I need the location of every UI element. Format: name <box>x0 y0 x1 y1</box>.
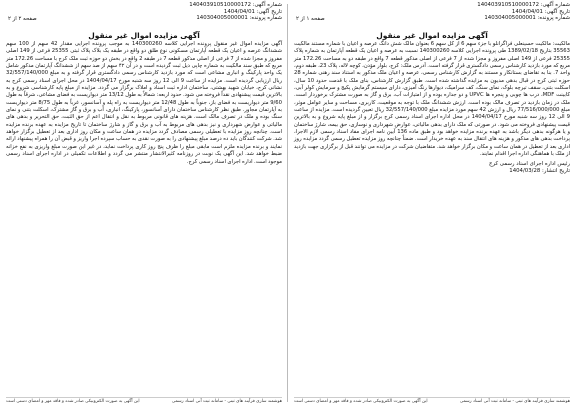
document-page-1 <box>290 0 574 406</box>
signature-title: رئیس اداره اجرای اسناد رسمی کرج <box>489 160 570 167</box>
notice-meta <box>477 2 570 22</box>
page-footer <box>6 397 282 404</box>
notice-meta <box>189 2 282 22</box>
notice-number: شماره آگهی: 140403910510000172 <box>477 2 570 8</box>
footer-left-text: هوشمند سازی فرآیند های ثبتی - سامانه ثبت آنی اسناد رسمی <box>459 398 570 404</box>
footer-left-text: هوشمند سازی فرآیند های ثبتی - سامانه ثبت آنی اسناد رسمی <box>171 398 282 404</box>
page-divider <box>287 4 288 402</box>
notice-date: تاریخ آگهی: 1404/04/01 <box>511 8 570 15</box>
footer-right-text: این آگهی به صورت الکترونیکی صادر شده و فاقد مهر و امضای دستی است <box>6 398 140 404</box>
page-header <box>6 2 282 30</box>
notice-body: آگهی مزایده اموال غیر منقول پرونده اجرایی کلاسه 140300260 به موجب پرونده اجرایی مقدار 42 سهم از 100 سهم ششدانگ عرصه و اعیان یک قطعه آپارتمان مسکونی نوع طلق دو واقع در طبقه یک بلاک پلاک ثبتی 25355 فرعی از 149 اصلی مفروز و مجزا شده از 7 فرعی از اصلی مذکور قطعه 7 در طبقه 2 واقع در بخش دو حوزه ثبت ملک کرج با مساحت 172.26 متر مربع که طبق سند مالکیت به شماره چاپی ذیل ثبت گردیده است و در آن ۴۲ سهم از صد سهم از ششدانگ آپارتمان مذکور شامل یک واحد پارکینگ و انباری مشاعی است که مورد بازدید کارشناس رسمی دادگستری قرار گرفته و به مبلغ 32/557/140/000 ریال ارزیابی گردیده است. مزایده از ساعت 9 الی 12 روز سه شنبه مورخ 1404/04/17 در محل اجرای اسناد رسمی کرج به نشانی کرج، خیابان شهید بهشتی، ساختمان اداره ثبت اسناد و املاک برگزار می گردد. مزایده از مبلغ پایه کارشناسی شروع و به بالاترین قیمت پیشنهادی نقداً فروخته می شود. حدود اربعه: شمالاً به طول 13/12 متر دیواریست به فضای مشاعی، شرقاً به طول 9/60 متر دیواریست به فضای باز، جنوباً به طول 12/48 متر دیواریست به راه پله و آسانسور، غرباً به طول 8/75 متر دیواریست به آپارتمان مجاور. طبق نظر کارشناس ساختمان دارای آسانسور، پارکینگ، انباری، آب و برق و گاز مشترک، اسکلت بتنی و نمای سنگ بوده و ملک در تصرف مالک است. هزینه های قانونی مربوط به نقل و انتقال اعم از حق الثبت، حق التحریر و بدهی های مالیاتی و عوارض شهرداری و نیز بدهی های مربوط به آب و برق و گاز و شارژ ساختمان تا تاریخ مزایده به عهده برنده مزایده است. چنانچه روز مزایده با تعطیلی رسمی مصادف گردد مزایده در همان ساعت و مکان روز اداری بعد از تعطیل برگزار خواهد شد. شرکت کنندگان باید ده درصد مبلغ پیشنهادی را به صورت نقدی به حساب سپرده اجرا واریز و قبض آن را همراه پیشنهاد ارائه نمایند و برنده مزایده ملزم است مابقی مبلغ را ظرف پنج روز کاری پرداخت نماید، در غیر این صورت مبلغ واریزی به نفع خزانه ضبط خواهد شد. این آگهی یک نوبت در روزنامه کثیرالانتشار منتشر می گردد و اطلاعات تکمیلی در اداره اجرای اسناد رسمی موجود است. اداره اجرای اسناد رسمی کرج. <box>6 41 283 165</box>
file-number: شماره پرونده: 140304005000001 <box>484 15 570 22</box>
file-number: شماره پرونده: 140304005000001 <box>196 15 282 22</box>
page-header <box>294 2 570 30</box>
page-footer <box>294 397 570 404</box>
page-number: صفحه ۱ از ۲ <box>296 16 325 22</box>
notice-body: مالکیت: مالکیت حسینعلی فراگرانلو با جزء سهم 6 از کل سهم 6 بعنوان مالک شش دانگ عرصه و اعیان با شماره مستند مالکیت 35563 بتاریخ 1389/02/18 طی پرونده اجرایی کلاسه 140300260 نسبت به عرصه و اعیان یک قطعه آپارتمان به شماره پلاک 25355 فرعی از 149 اصلی مفروز و مجزا شده از 7 فرعی از اصلی مذکور قطعه 7 واقع در طبقه دو به مساحت 172.26 متر مربع که مورد بازدید کارشناس رسمی دادگستری قرار گرفته است. آدرس ملک: کرج، بلوار مؤذن، کوچه لاله، پلاک 23، طبقه دوم، واحد 7. بنا به تقاضای بستانکار و مستند به گزارش کارشناس رسمی، عرصه و اعیان ملک مذکور به استناد سند رهنی شماره 28 حوزه ثبتی کرج در قبال بدهی مدیون به مزایده گذاشته شده است. طبق گزارش کارشناس، بنای ملک با قدمت حدود 10 سال، اسکلت بتنی، سقف تیرچه بلوک، نمای سنگ، کف سرامیک، دیوارها رنگ آمیزی، دارای سیستم گرمایش پکیج و سرمایش کولر آبی، کابینت MDF، درب ها چوبی و پنجره ها UPVC و دو جداره بوده و از امتیازات آب، برق و گاز به صورت مشترک برخوردار است. ملک در زمان بازدید در تصرف مالک بوده است. ارزش ششدانگ ملک با توجه به موقعیت، کاربری، مساحت و سایر عوامل موثر، مبلغ 77/516/000/000 ریال و ارزش 42 سهم مورد مزایده مبلغ 32/557/140/000 ریال تعیین گردیده است. مزایده از ساعت 9 الی 12 روز سه شنبه مورخ 1404/04/17 در محل اداره اجرای اسناد رسمی کرج برگزار و از مبلغ پایه شروع و به بالاترین قیمت پیشنهادی فروخته می شود. در صورتی که ملک دارای بدهی مالیاتی، عوارض شهرداری و نوسازی، حق بیمه، شارژ ساختمان و یا هرگونه بدهی دیگر باشد به عهده برنده مزایده خواهد بود و طبق ماده 136 آیین نامه اجرای مفاد اسناد رسمی لازم الاجرا، پرداخت بدهی های مذکور و هزینه های انتقال سند به عهده خریدار است. ضمناً چنانچه روز مزایده تعطیل رسمی گردد مزایده روز اداری بعد از تعطیل در همان ساعت و مکان برگزار خواهد شد. متقاضیان شرکت در مزایده می توانند قبل از برگزاری جهت بازدید از ملک با هماهنگی اداره اجرا اقدام نمایند. <box>294 41 571 158</box>
notice-title: آگهی مزایده اموال غیر منقول <box>88 31 200 40</box>
signature-block <box>294 161 570 175</box>
page-number: صفحه ۲ از ۲ <box>8 16 37 22</box>
document-page-2 <box>2 0 286 406</box>
notice-date: تاریخ آگهی: 1404/04/01 <box>223 8 282 15</box>
notice-number: شماره آگهی: 140403910510000172 <box>189 2 282 8</box>
publish-date: تاریخ انتشار: 1404/03/28 <box>509 167 570 174</box>
notice-title: آگهی مزایده اموال غیر منقول <box>376 31 488 40</box>
footer-right-text: این آگهی به صورت الکترونیکی صادر شده و فاقد مهر و امضای دستی است <box>294 398 428 404</box>
